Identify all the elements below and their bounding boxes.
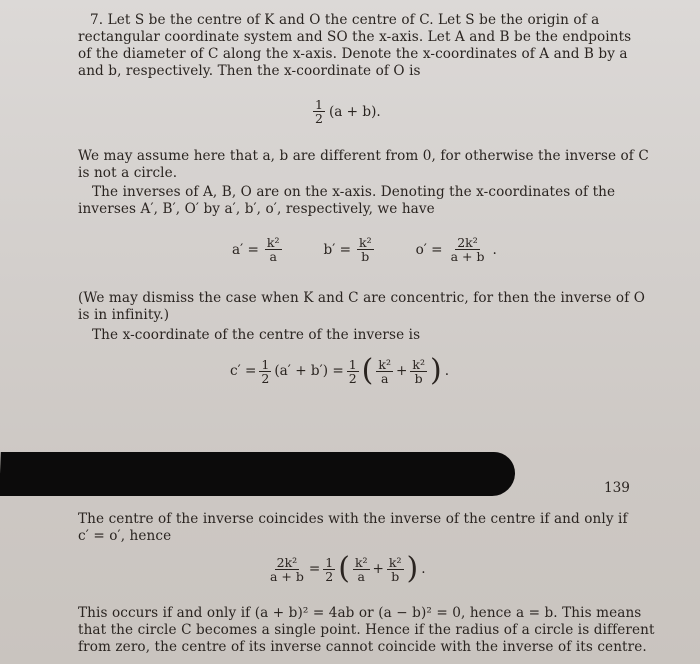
paragraph-dismiss-line-1: (We may dismiss the case when K and C are concentric, for then the inverse of O [78,290,646,306]
fraction-numerator: k² [266,235,280,250]
fraction-denominator: b [414,370,423,386]
equation-period: . [492,241,497,258]
paragraph-assumption-line-1: We may assume here that a, b are different from 0, for otherwise the inverse of C [78,148,649,164]
fraction-half [259,358,271,385]
fraction-denominator: a [357,568,365,584]
redaction-bar [0,452,516,496]
fraction-a [265,236,282,263]
fraction-denominator: 2 [261,370,270,386]
fraction-denominator: a [269,249,277,264]
equation-lhs-c: c′ = [230,363,257,379]
paragraph-conclusion-line-1: This occurs if and only if (a + b)² = 4ab or (a − b)² = 0, hence a = b. This means [78,605,642,621]
fraction-k2-b [410,358,427,385]
plus-sign: + [395,363,408,379]
fraction-denominator: 2 [325,568,334,584]
paragraph-dismiss-line-2: is in infinity.) [78,307,170,323]
page-number: 139 [604,480,630,496]
fraction-numerator: 2k² [276,554,298,570]
fraction-numerator: k² [359,235,372,250]
equation-inverses [232,236,497,263]
fraction-denominator: b [361,249,370,264]
paragraph-coincides-line-2: c′ = o′, hence [78,528,172,544]
problem-line-2: rectangular coordinate system and SO the x-axis. Let A and B be the endpoints [78,29,632,45]
fraction-numerator: k² [412,356,425,372]
fraction-denominator: a + b [450,249,485,264]
fraction-k2-a [376,358,393,385]
equals-sign: = [308,561,321,577]
right-paren: ) [429,353,442,388]
equation-term: (a + b). [328,103,381,120]
equation-lhs-b: b′ = [323,241,351,258]
problem-line-4: and b, respectively. Then the x-coordinate of O is [78,63,421,79]
fraction-numerator: k² [388,554,402,570]
plus-sign: + [372,561,384,577]
fraction-denominator: b [391,568,400,584]
fraction-b [357,236,374,263]
problem-line-1: 7. Let S be the centre of K and O the centre of C. Let S be the origin of a [90,12,600,28]
equation-centre-inverse [230,353,450,388]
fraction-denominator: 2 [348,370,357,386]
fraction-numerator: 1 [348,356,357,372]
equation-lhs-o: o′ = [415,241,443,258]
equation-coincidence [268,551,426,586]
left-paren: ( [361,353,374,388]
fraction-k2-b [387,556,404,583]
fraction-numerator: k² [354,554,368,570]
equation-term: (a′ + b′) = [274,363,344,379]
paragraph-assumption-line-2: is not a circle. [78,165,178,181]
problem-line-3: of the diameter of C along the x-axis. Denote the x-coordinates of A and B by a [78,46,628,62]
paragraph-conclusion-line-2: that the circle C becomes a single point. Hence if the radius of a circle is different [78,622,655,638]
equation-midpoint [313,98,381,125]
fraction-half [323,556,335,583]
paragraph-conclusion-line-3: from zero, the centre of its inverse cannot coincide with the inverse of its centre. [78,639,647,655]
right-paren: ) [406,551,419,586]
fraction-numerator: 1 [261,356,270,372]
fraction-half [347,358,359,385]
paragraph-inverses-line-2: inverses A′, B′, O′ by a′, b′, o′, respectively, we have [78,201,435,217]
fraction-denominator: a [380,370,389,386]
left-paren: ( [338,551,350,586]
fraction-o [449,236,487,263]
fraction-denominator: a + b [270,568,304,584]
paragraph-centre-inverse: The x-coordinate of the centre of the inverse is [92,327,421,343]
paragraph-coincides-line-1: The centre of the inverse coincides with the inverse of the centre if and only if [78,511,628,527]
fraction-k2-a [353,556,370,583]
fraction-numerator: 1 [325,554,334,570]
equation-period: . [421,561,426,577]
fraction-half [313,98,325,125]
fraction-denominator: 2 [315,111,323,126]
fraction-numerator: 1 [315,97,323,112]
paragraph-inverses-line-1: The inverses of A, B, O are on the x-axis. Denoting the x-coordinates of the [92,184,616,200]
equation-lhs-a: a′ = [232,241,259,258]
equation-period: . [444,363,450,379]
fraction-numerator: 2k² [457,235,478,250]
fraction-numerator: k² [378,356,391,372]
fraction-2k2 [268,556,306,583]
